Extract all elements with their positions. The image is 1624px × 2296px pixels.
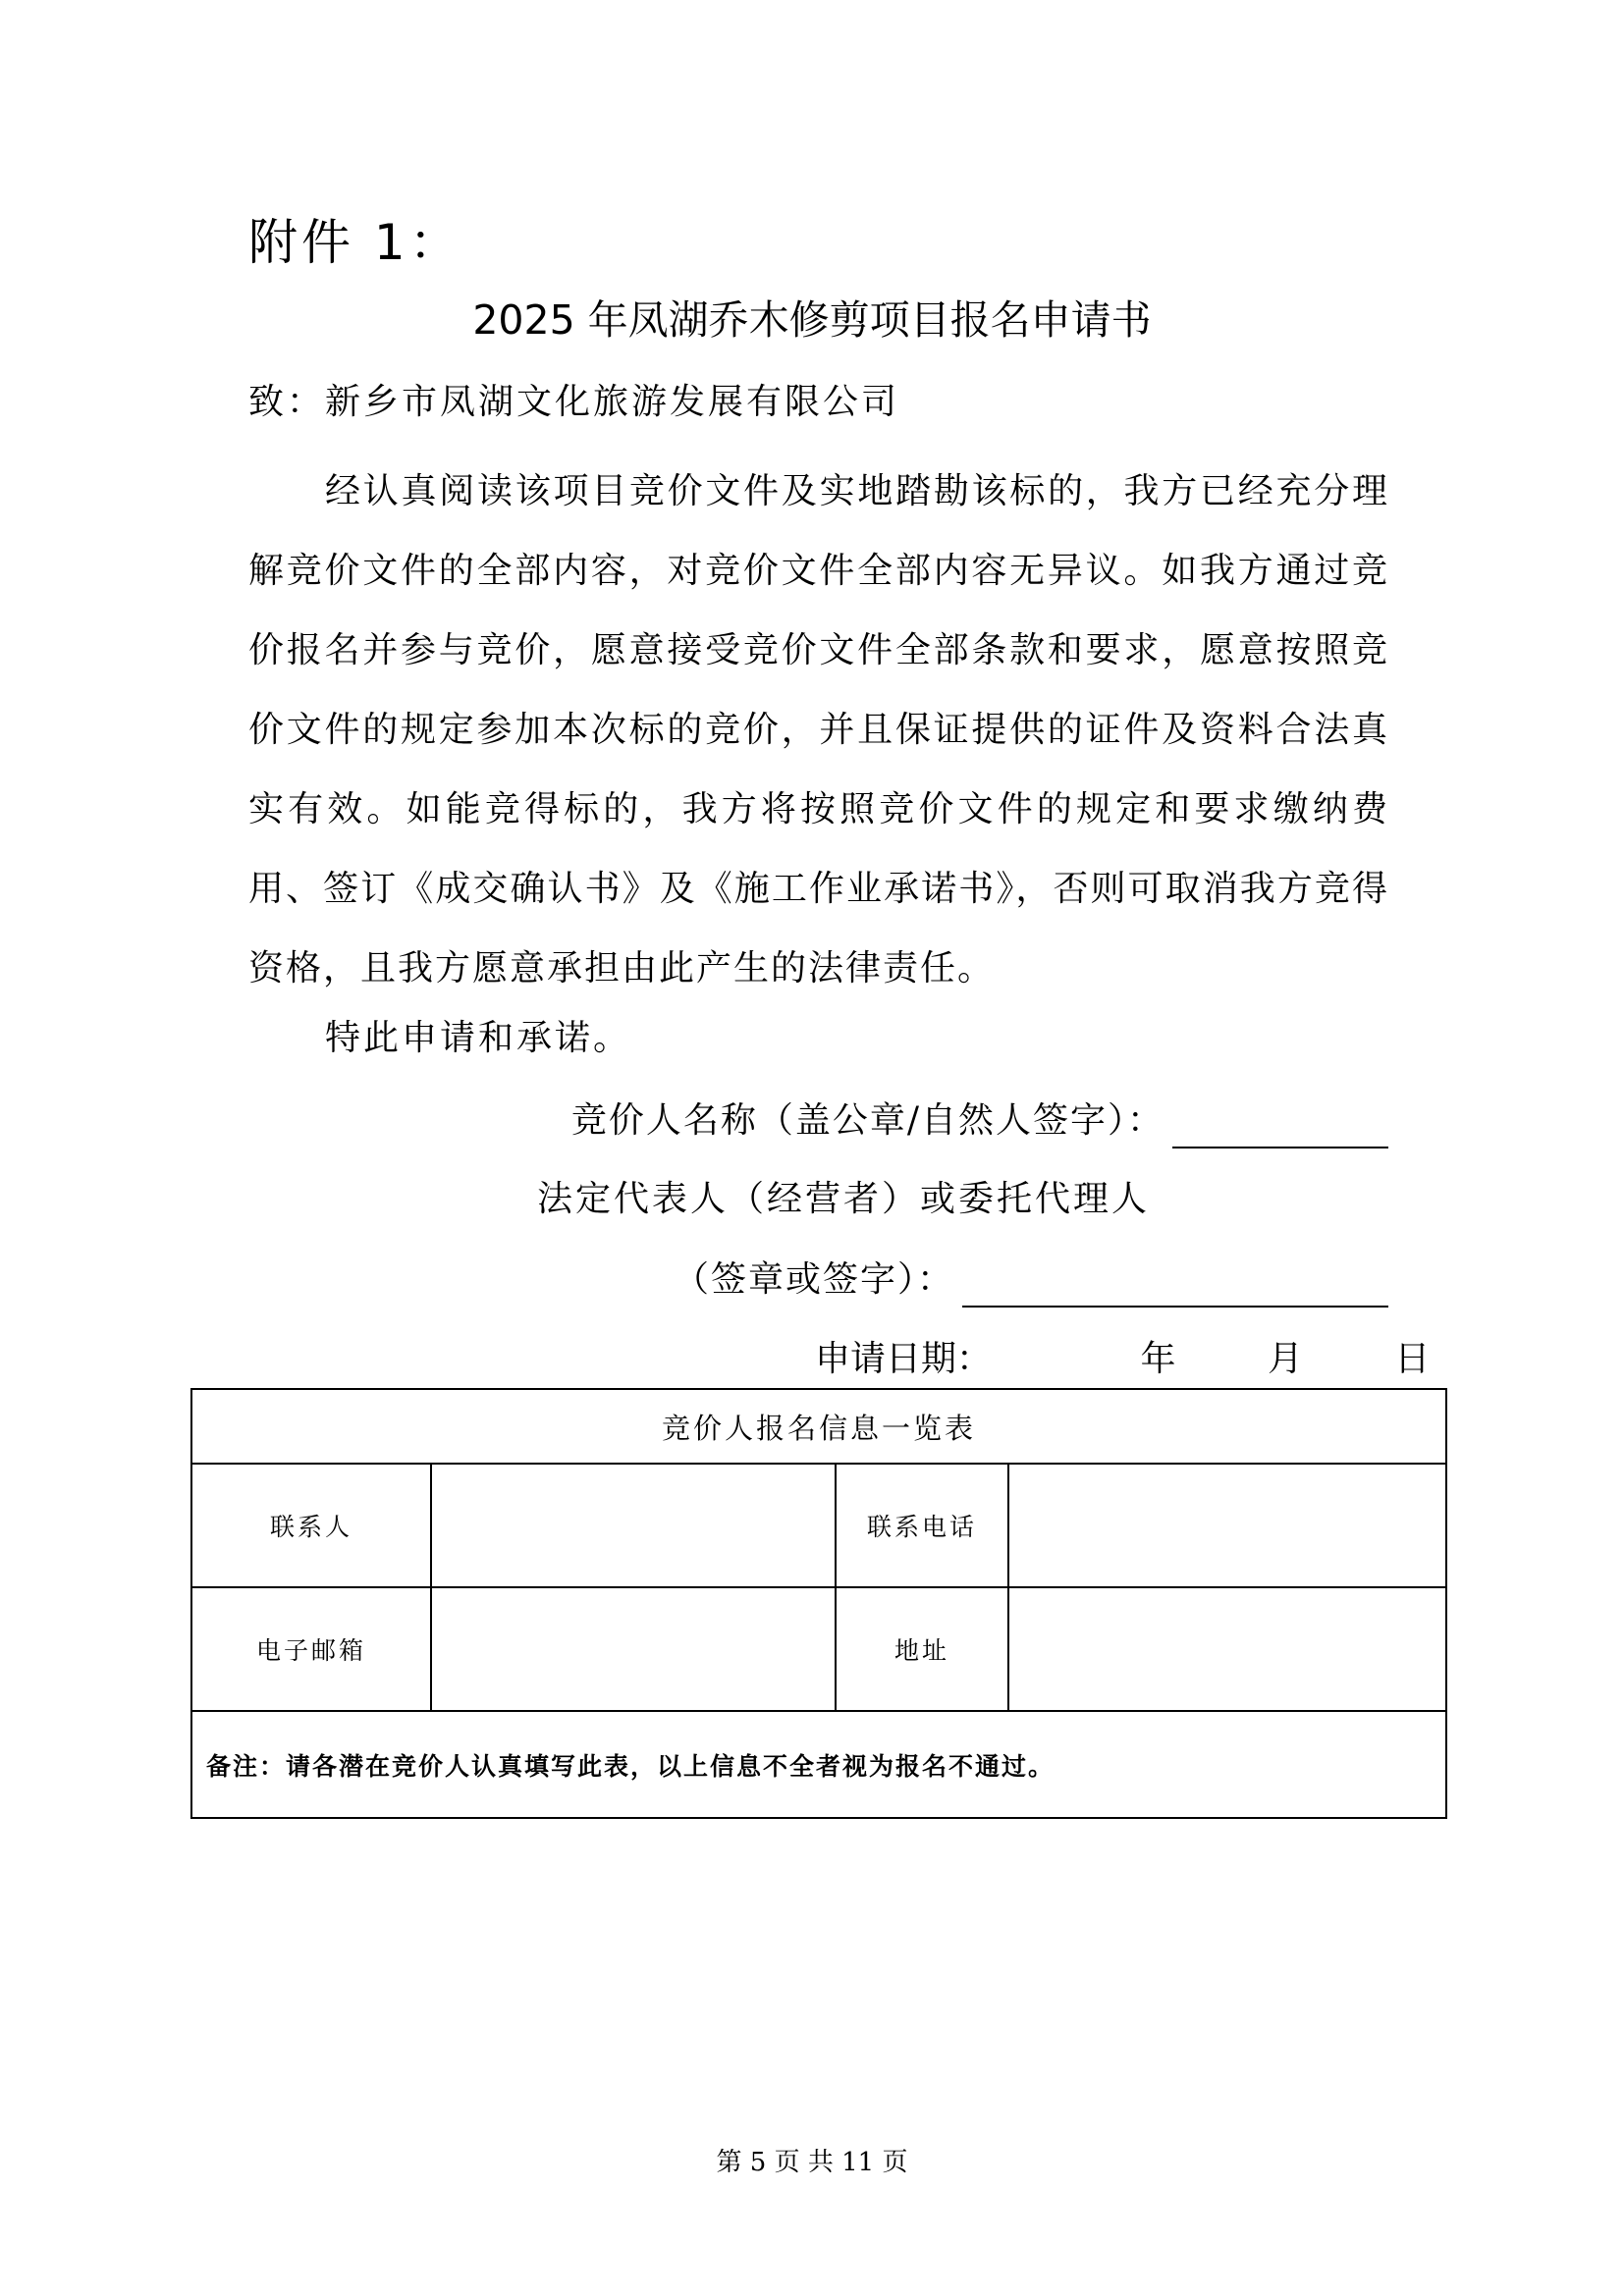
bidder-name-blank[interactable] — [1172, 1103, 1388, 1148]
bidder-info-table — [190, 1388, 1447, 1819]
attachment-label: 附件 1： — [248, 214, 462, 271]
sign-label: （签章或签字）： — [673, 1259, 954, 1300]
table-title: 竞价人报名信息一览表 — [191, 1389, 1446, 1464]
date-day: 日 — [1394, 1339, 1431, 1379]
closing-line: 特此申请和承诺。 — [325, 1018, 632, 1058]
contact-field[interactable] — [431, 1464, 836, 1587]
representative-signature-blank[interactable] — [962, 1262, 1388, 1308]
date-label: 申请日期： — [815, 1339, 993, 1379]
addressee-line: 致：新乡市凤湖文化旅游发展有限公司 — [248, 382, 900, 422]
phone-label: 联系电话 — [836, 1464, 1008, 1587]
representative-signature-row — [674, 1253, 1388, 1308]
email-field[interactable] — [431, 1587, 836, 1711]
date-year: 年 — [1140, 1339, 1176, 1379]
address-field[interactable] — [1008, 1587, 1446, 1711]
table-note: 备注：请各潜在竞价人认真填写此表，以上信息不全者视为报名不通过。 — [191, 1711, 1446, 1818]
page-number-footer: 第 5 页 共 11 页 — [716, 2148, 908, 2177]
email-label: 电子邮箱 — [191, 1587, 431, 1711]
contact-label: 联系人 — [191, 1464, 431, 1587]
bidder-signature-row — [571, 1094, 1388, 1148]
date-month: 月 — [1267, 1339, 1303, 1379]
application-date-row — [815, 1332, 1430, 1387]
bidder-name-label: 竞价人名称（盖公章/自然人签字）： — [570, 1100, 1164, 1141]
phone-field[interactable] — [1008, 1464, 1446, 1587]
body-paragraph: 经认真阅读该项目竞价文件及实地踏勘该标的，我方已经充分理解竞价文件的全部内容，对竞价文件全部内容无异议。如我方通过竞价报名并参与竞价，愿意接受竞价文件全部条款和要求，愿意按照竞价文件的规定参加本次标的竞价，并且保证提供的证件及资料合法真实有效。如能竞得标的，我方将按照竞价文件的规定和要求缴纳费用、签订《成交确认书》及《施工作业承诺书》，否则可取消我方竞得资格，且我方愿意承担由此产生的法律责任。 — [248, 471, 1389, 988]
representative-label: 法定代表人（经营者）或委托代理人 — [537, 1179, 1151, 1219]
address-label: 地址 — [836, 1587, 1008, 1711]
document-title: 2025 年凤湖乔木修剪项目报名申请书 — [472, 296, 1152, 344]
